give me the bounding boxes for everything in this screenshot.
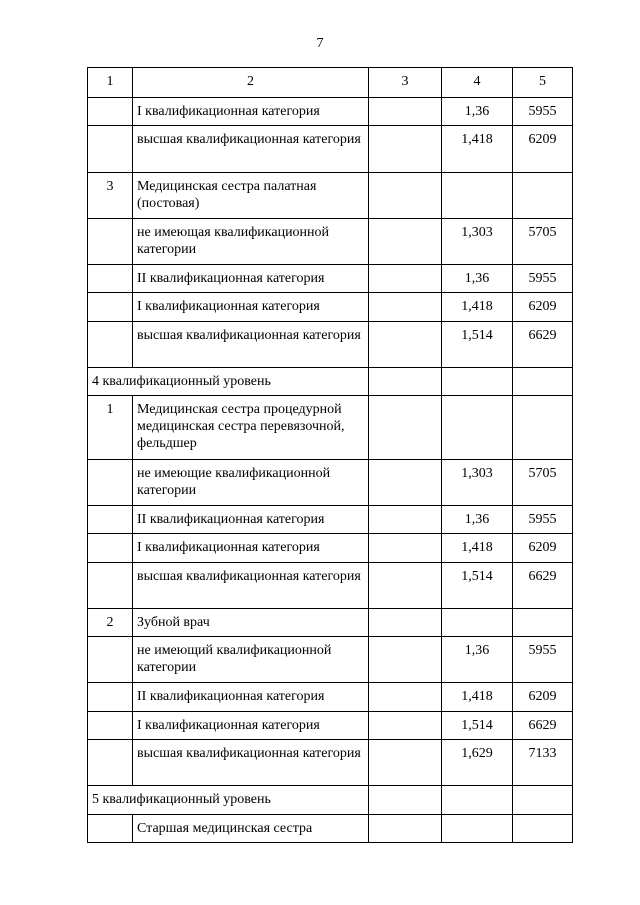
column-3-value	[369, 98, 442, 126]
row-number	[88, 712, 133, 740]
row-number	[88, 815, 133, 843]
column-header: 2	[133, 68, 369, 98]
position-name: II квалификационная категория	[133, 265, 369, 293]
table-row	[88, 712, 573, 740]
salary-value: 5955	[513, 98, 573, 126]
table-row	[88, 563, 573, 609]
column-3-value	[369, 173, 442, 219]
column-header: 4	[442, 68, 513, 98]
table-header-row	[88, 68, 573, 98]
position-name: Медицинская сестра палатная (постовая)	[133, 173, 369, 219]
column-3-value	[369, 563, 442, 609]
column-3-value	[369, 126, 442, 173]
table-row	[88, 740, 573, 786]
row-number	[88, 219, 133, 265]
coefficient-value: 1,303	[442, 219, 513, 265]
qualification-table	[87, 67, 573, 843]
row-number	[88, 534, 133, 563]
table-row	[88, 126, 573, 173]
position-name: Зубной врач	[133, 609, 369, 637]
coefficient-value: 1,514	[442, 563, 513, 609]
row-number: 2	[88, 609, 133, 637]
qualification-level-row	[88, 368, 573, 396]
column-3-value	[369, 609, 442, 637]
page-number: 7	[316, 36, 324, 51]
table-row	[88, 322, 573, 368]
column-3-value	[369, 460, 442, 506]
level-label: 5 квалификационный уровень	[88, 786, 369, 815]
row-number	[88, 740, 133, 786]
column-3-value	[369, 396, 442, 460]
column-3-value	[369, 534, 442, 563]
position-name: высшая квалификационная категория	[133, 322, 369, 368]
column-header: 1	[88, 68, 133, 98]
empty-cell	[442, 786, 513, 815]
empty-cell	[513, 368, 573, 396]
table-row	[88, 98, 573, 126]
position-name: Старшая медицинская сестра	[133, 815, 369, 843]
salary-value: 6209	[513, 126, 573, 173]
coefficient-value: 1,418	[442, 683, 513, 712]
row-number	[88, 265, 133, 293]
position-name: I квалификационная категория	[133, 98, 369, 126]
salary-value: 6629	[513, 712, 573, 740]
table-row	[88, 460, 573, 506]
salary-value	[513, 609, 573, 637]
coefficient-value: 1,514	[442, 712, 513, 740]
table-row	[88, 534, 573, 563]
salary-value: 6629	[513, 322, 573, 368]
table-row	[88, 637, 573, 683]
row-number: 1	[88, 396, 133, 460]
row-number	[88, 460, 133, 506]
position-name: не имеющая квалификационной категории	[133, 219, 369, 265]
salary-value: 5955	[513, 506, 573, 534]
row-number	[88, 98, 133, 126]
table-row	[88, 609, 573, 637]
position-name: Медицинская сестра процедурной медицинская сестра перевязочной, фельдшер	[133, 396, 369, 460]
row-number	[88, 683, 133, 712]
salary-value	[513, 396, 573, 460]
salary-value: 6209	[513, 293, 573, 322]
column-3-value	[369, 322, 442, 368]
column-3-value	[369, 712, 442, 740]
salary-value: 5955	[513, 637, 573, 683]
table-row	[88, 219, 573, 265]
row-number	[88, 637, 133, 683]
coefficient-value: 1,303	[442, 460, 513, 506]
table-row	[88, 396, 573, 460]
table-row	[88, 173, 573, 219]
position-name: I квалификационная категория	[133, 534, 369, 563]
coefficient-value	[442, 609, 513, 637]
column-3-value	[369, 637, 442, 683]
row-number	[88, 506, 133, 534]
column-header: 3	[369, 68, 442, 98]
empty-cell	[369, 368, 442, 396]
coefficient-value	[442, 815, 513, 843]
salary-value: 6209	[513, 683, 573, 712]
table-row	[88, 293, 573, 322]
salary-value: 7133	[513, 740, 573, 786]
column-header: 5	[513, 68, 573, 98]
coefficient-value: 1,36	[442, 265, 513, 293]
salary-value: 6629	[513, 563, 573, 609]
empty-cell	[442, 368, 513, 396]
salary-value: 5955	[513, 265, 573, 293]
coefficient-value: 1,418	[442, 126, 513, 173]
coefficient-value: 1,36	[442, 637, 513, 683]
column-3-value	[369, 219, 442, 265]
position-name: I квалификационная категория	[133, 712, 369, 740]
column-3-value	[369, 293, 442, 322]
position-name: II квалификационная категория	[133, 506, 369, 534]
row-number	[88, 563, 133, 609]
salary-value: 5705	[513, 460, 573, 506]
table-row	[88, 683, 573, 712]
coefficient-value: 1,36	[442, 506, 513, 534]
empty-cell	[369, 786, 442, 815]
coefficient-value: 1,36	[442, 98, 513, 126]
column-3-value	[369, 265, 442, 293]
position-name: I квалификационная категория	[133, 293, 369, 322]
row-number	[88, 322, 133, 368]
row-number	[88, 126, 133, 173]
salary-value: 5705	[513, 219, 573, 265]
table-row	[88, 265, 573, 293]
coefficient-value: 1,514	[442, 322, 513, 368]
row-number	[88, 293, 133, 322]
coefficient-value: 1,418	[442, 534, 513, 563]
level-label: 4 квалификационный уровень	[88, 368, 369, 396]
position-name: высшая квалификационная категория	[133, 563, 369, 609]
column-3-value	[369, 740, 442, 786]
empty-cell	[513, 786, 573, 815]
position-name: не имеющие квалификационной категории	[133, 460, 369, 506]
qualification-level-row	[88, 786, 573, 815]
column-3-value	[369, 506, 442, 534]
salary-value	[513, 173, 573, 219]
position-name: II квалификационная категория	[133, 683, 369, 712]
salary-value: 6209	[513, 534, 573, 563]
position-name: высшая квалификационная категория	[133, 126, 369, 173]
table-row	[88, 815, 573, 843]
coefficient-value: 1,629	[442, 740, 513, 786]
column-3-value	[369, 815, 442, 843]
salary-value	[513, 815, 573, 843]
position-name: не имеющий квалификационной категории	[133, 637, 369, 683]
table-row	[88, 506, 573, 534]
column-3-value	[369, 683, 442, 712]
position-name: высшая квалификационная категория	[133, 740, 369, 786]
coefficient-value	[442, 173, 513, 219]
coefficient-value: 1,418	[442, 293, 513, 322]
row-number: 3	[88, 173, 133, 219]
coefficient-value	[442, 396, 513, 460]
